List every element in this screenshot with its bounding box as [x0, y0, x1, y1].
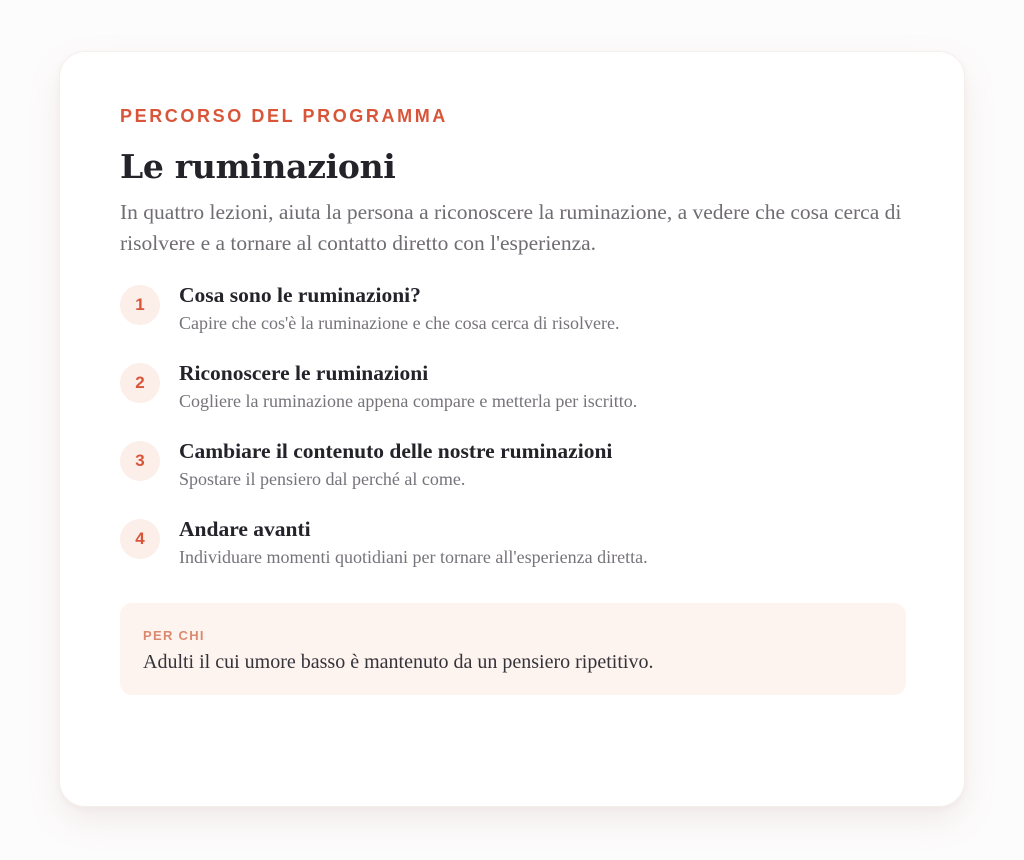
lesson-number-badge: 2: [120, 363, 160, 403]
lesson-item: [120, 441, 904, 519]
audience-panel: [120, 603, 906, 695]
lesson-number-badge: 4: [120, 519, 160, 559]
audience-text: Adulti il cui umore basso è mantenuto da un pensiero ripetitivo.: [143, 651, 654, 673]
lesson-subtitle: Individuare momenti quotidiani per tornare all'esperienza diretta.: [179, 547, 648, 567]
program-eyebrow: PERCORSO DEL PROGRAMMA: [120, 106, 448, 126]
lesson-subtitle: Capire che cos'è la ruminazione e che cosa cerca di risolvere.: [179, 313, 620, 333]
lesson-list: [120, 285, 904, 597]
audience-label: PER CHI: [143, 628, 205, 643]
lesson-item: [120, 363, 904, 441]
lesson-text: [179, 363, 637, 414]
lesson-text: [179, 519, 648, 570]
program-card: [59, 51, 965, 807]
lesson-subtitle: Cogliere la ruminazione appena compare e metterla per iscritto.: [179, 391, 638, 411]
lesson-title: Riconoscere le ruminazioni: [179, 361, 429, 385]
lesson-subtitle: Spostare il pensiero dal perché al come.: [179, 469, 466, 489]
lesson-number-badge: 1: [120, 285, 160, 325]
program-title: Le ruminazioni: [120, 147, 396, 186]
lesson-text: [179, 441, 612, 492]
lesson-item: [120, 285, 904, 363]
lesson-title: Andare avanti: [179, 517, 311, 541]
lesson-item: [120, 519, 904, 597]
lesson-title: Cosa sono le ruminazioni?: [179, 283, 421, 307]
lesson-text: [179, 285, 620, 336]
program-description: In quattro lezioni, aiuta la persona a riconoscere la ruminazione, a vedere che cosa cerca di risolvere e a tornare al contatto diretto con l'esperienza.: [120, 200, 902, 255]
lesson-title: Cambiare il contenuto delle nostre ruminazioni: [179, 439, 613, 463]
lesson-number-badge: 3: [120, 441, 160, 481]
